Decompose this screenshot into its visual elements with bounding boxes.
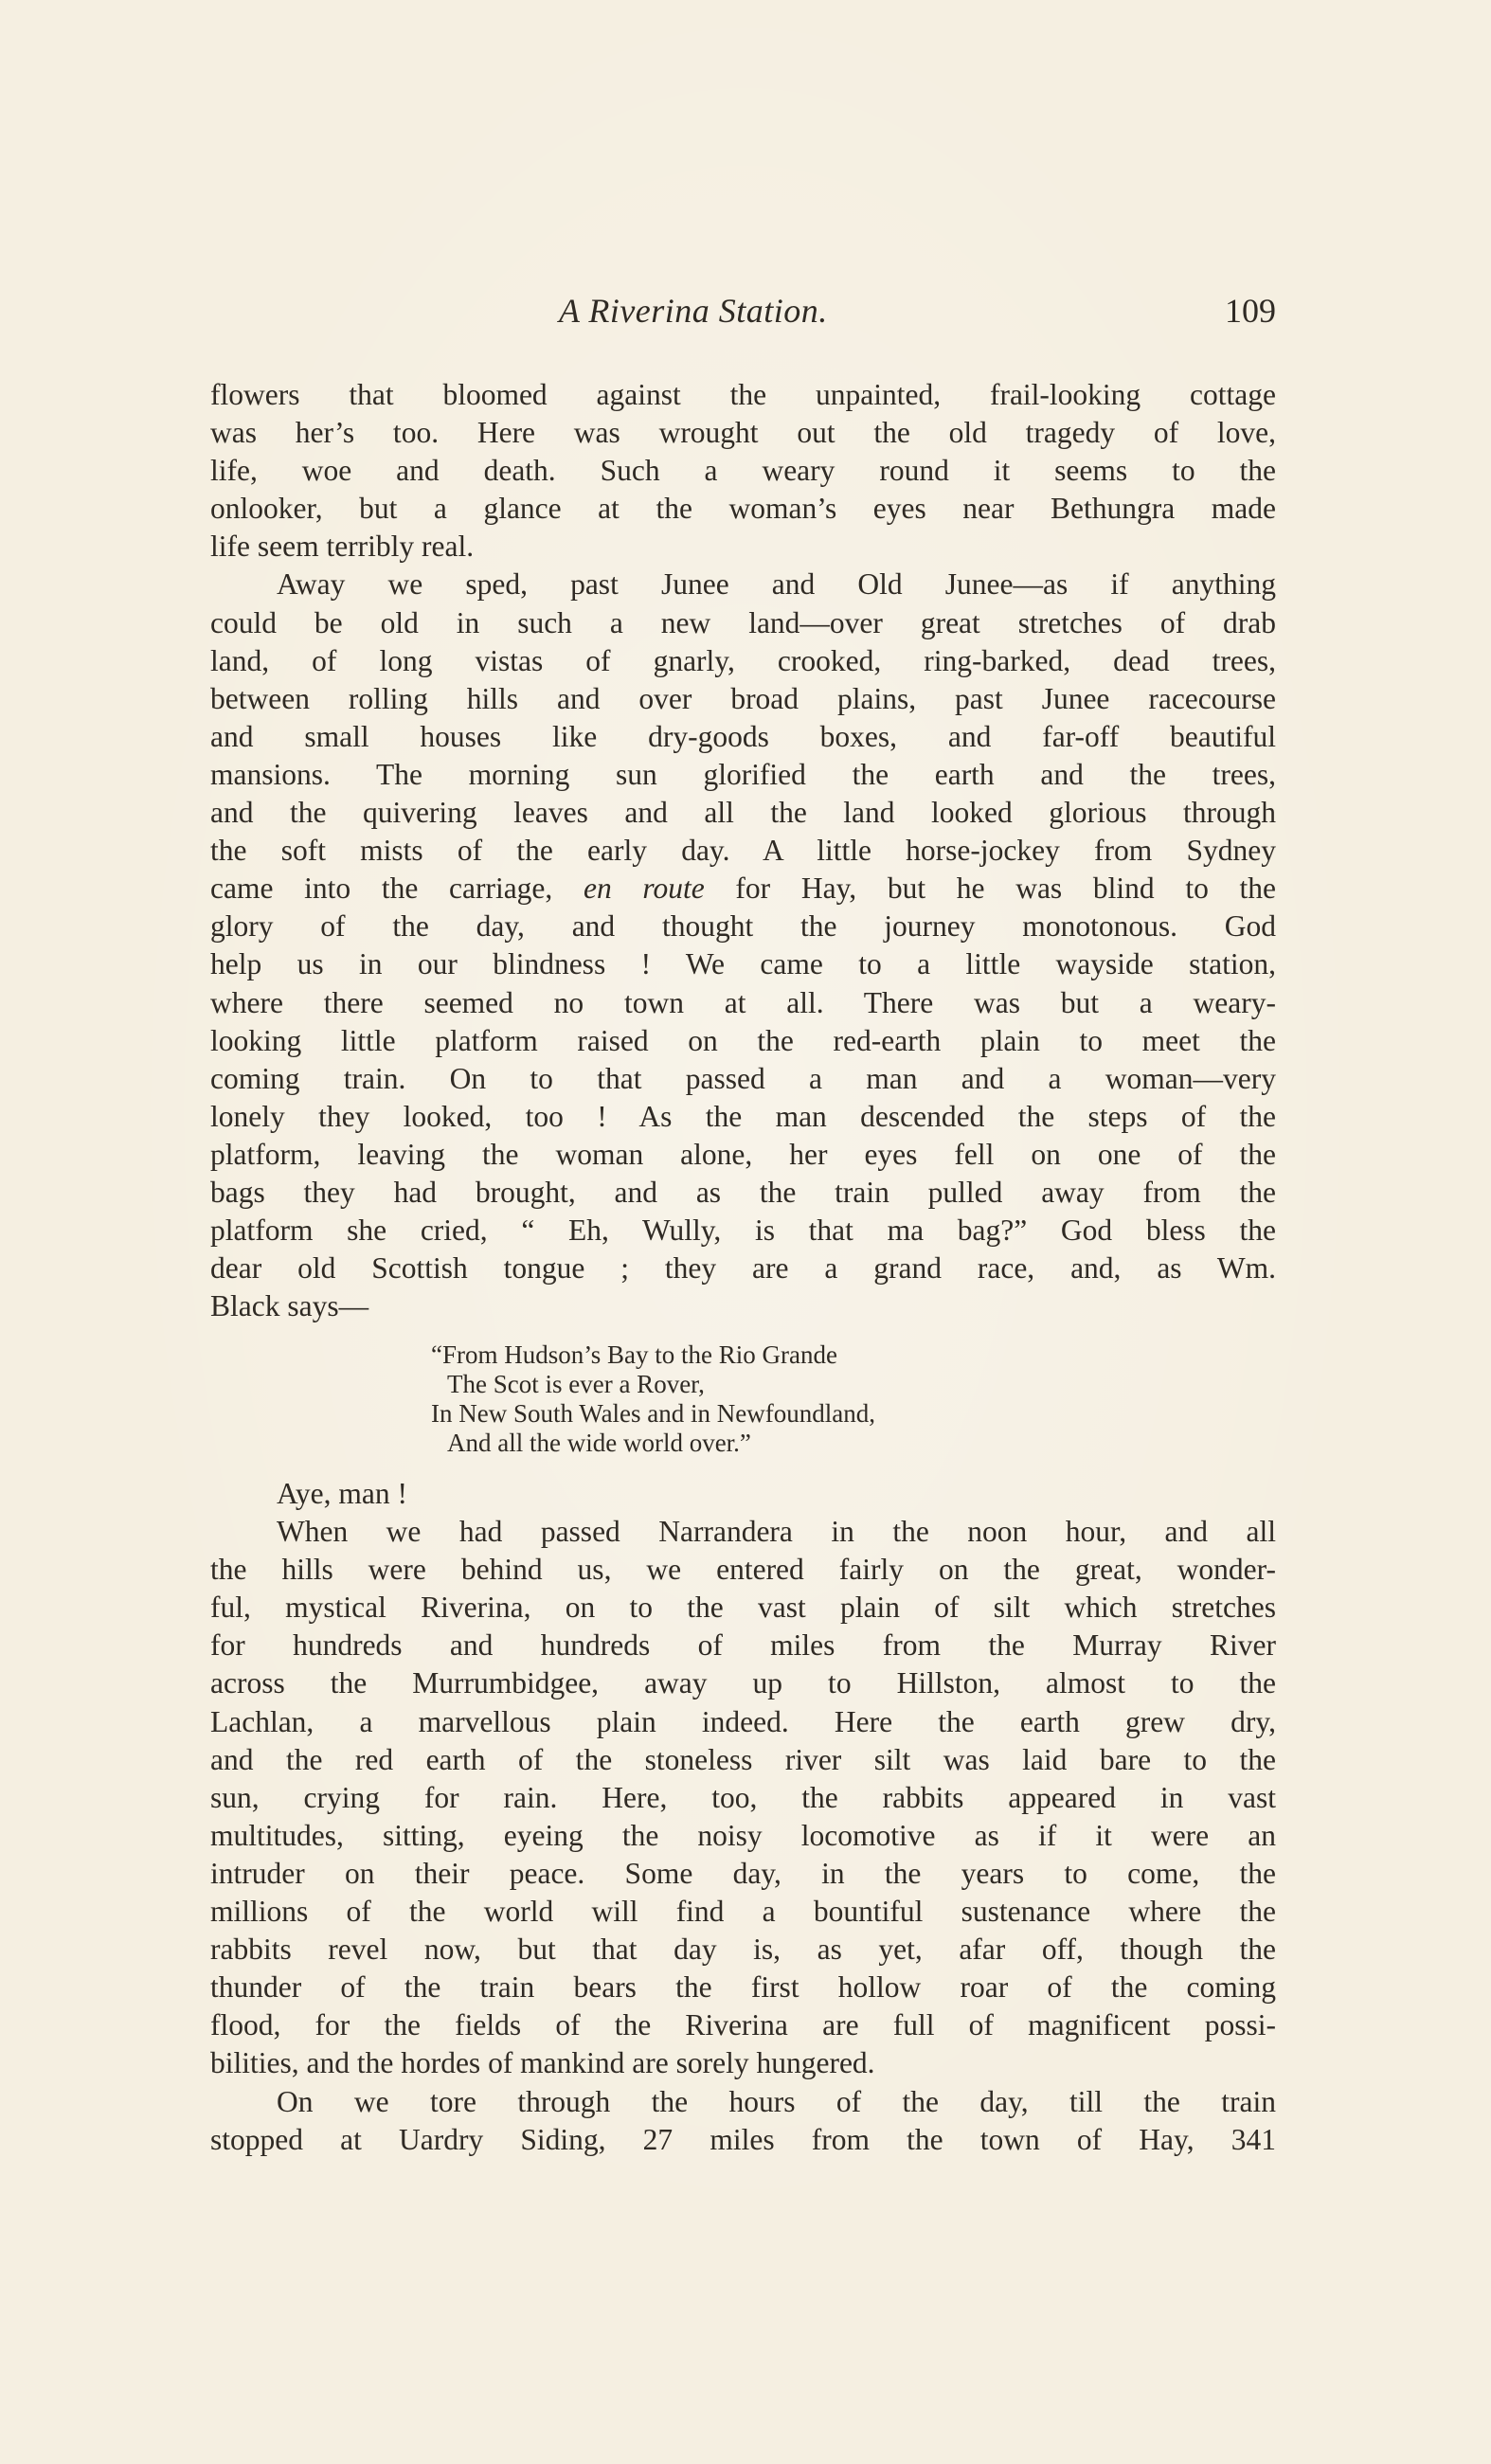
text-line: intruder on their peace. Some day, in the years to come, the	[210, 1856, 1276, 1890]
text-line: rabbits revel now, but that day is, as yet, afar off, though the	[210, 1933, 1276, 1967]
text-line: life, woe and death. Such a weary round it seems to the	[210, 454, 1276, 488]
text-line: for hundreds and hundreds of miles from the Murray River	[210, 1628, 1276, 1663]
text-line: On we tore through the hours of the day, till the train	[277, 2084, 1276, 2118]
text-line: across the Murrumbidgee, away up to Hillston, almost to the	[210, 1666, 1276, 1700]
text-line: millions of the world will find a bountiful sustenance where the	[210, 1895, 1276, 1929]
text-line: life seem terribly real.	[210, 530, 475, 564]
text-line: flood, for the fields of the Riverina are full of magnificent possi-	[210, 2008, 1276, 2042]
text-line: land, of long vistas of gnarly, crooked, ring-barked, dead trees,	[210, 643, 1276, 677]
text-line: Lachlan, a marvellous plain indeed. Here the earth grew dry,	[210, 1704, 1276, 1738]
text-line: bags they had brought, and as the train pulled away from the	[210, 1175, 1276, 1209]
text-line: glory of the day, and thought the journey monotonous. God	[210, 909, 1276, 944]
text-line: looking little platform raised on the red-earth plain to meet the	[210, 1023, 1276, 1057]
text-line: was her’s too. Here was wrought out the old tragedy of love,	[210, 416, 1276, 450]
poem-line: “From Hudson’s Bay to the Rio Grande	[431, 1340, 837, 1369]
lower-paragraphs	[210, 1475, 1276, 2159]
text-line: and small houses like dry-goods boxes, and far-off beautiful	[210, 719, 1276, 753]
text-line: between rolling hills and over broad plains, past Junee racecourse	[210, 681, 1276, 715]
poem-line: In New South Wales and in Newfoundland,	[431, 1399, 875, 1428]
text-line: When we had passed Narrandera in the noon hour, and all	[277, 1515, 1276, 1549]
italic-phrase: en route	[583, 872, 705, 906]
text-line: and the red earth of the stoneless river silt was laid bare to the	[210, 1742, 1276, 1776]
text-line: mansions. The morning sun glorified the earth and the trees,	[210, 757, 1276, 791]
text-line: multitudes, sitting, eyeing the noisy locomotive as if it were an	[210, 1818, 1276, 1852]
poem-line: The Scot is ever a Rover,	[447, 1370, 705, 1398]
text-line: could be old in such a new land—over great stretches of drab	[210, 605, 1276, 639]
running-title: A Riverina Station.	[559, 292, 828, 330]
text-line: where there seemed no town at all. There was but a weary-	[210, 985, 1276, 1019]
text-line: platform, leaving the woman alone, her eyes fell on one of the	[210, 1137, 1276, 1171]
text-line: Aye, man !	[277, 1477, 407, 1510]
text-line: stopped at Uardry Siding, 27 miles from the town of Hay, 341	[210, 2122, 1276, 2156]
text-line: Away we sped, past Junee and Old Junee—as if anything	[277, 567, 1276, 602]
text-line: platform she cried, “ Eh, Wully, is that ma bag?” God bless the	[210, 1214, 1276, 1248]
poem-quotation	[431, 1340, 1075, 1458]
text-line: thunder of the train bears the first hollow roar of the coming	[210, 1970, 1276, 2005]
poem-line: And all the wide world over.”	[447, 1429, 751, 1457]
text-line: Black says—	[210, 1289, 369, 1323]
text-line: lonely they looked, too ! As the man descended the steps of the	[210, 1099, 1276, 1133]
text-line: help us in our blindness ! We came to a little wayside station,	[210, 947, 1276, 981]
page-header	[210, 291, 1276, 338]
text-line: coming train. On to that passed a man and a woman—very	[210, 1061, 1276, 1095]
text-line: and the quivering leaves and all the land looked glorious through	[210, 796, 1276, 830]
text-line: came into the carriage, en route for Hay, but he was blind to the	[210, 872, 1277, 906]
text-line: bilities, and the hordes of mankind are sorely hungered.	[210, 2046, 875, 2080]
upper-paragraphs	[210, 376, 1276, 1325]
text-line: dear old Scottish tongue ; they are a grand race, and, as Wm.	[210, 1251, 1276, 1286]
text-line: the soft mists of the early day. A little horse-jockey from Sydney	[210, 834, 1276, 868]
page-number: 109	[1225, 292, 1276, 330]
text-line: flowers that bloomed against the unpainted, frail-looking cottage	[210, 378, 1276, 411]
text-line: ful, mystical Riverina, on to the vast plain of silt which stretches	[210, 1591, 1276, 1625]
text-line: the hills were behind us, we entered fairly on the great, wonder-	[210, 1553, 1276, 1587]
text-line: onlooker, but a glance at the woman’s eyes near Bethungra made	[210, 492, 1276, 526]
text-line: sun, crying for rain. Here, too, the rabbits appeared in vast	[210, 1780, 1276, 1814]
